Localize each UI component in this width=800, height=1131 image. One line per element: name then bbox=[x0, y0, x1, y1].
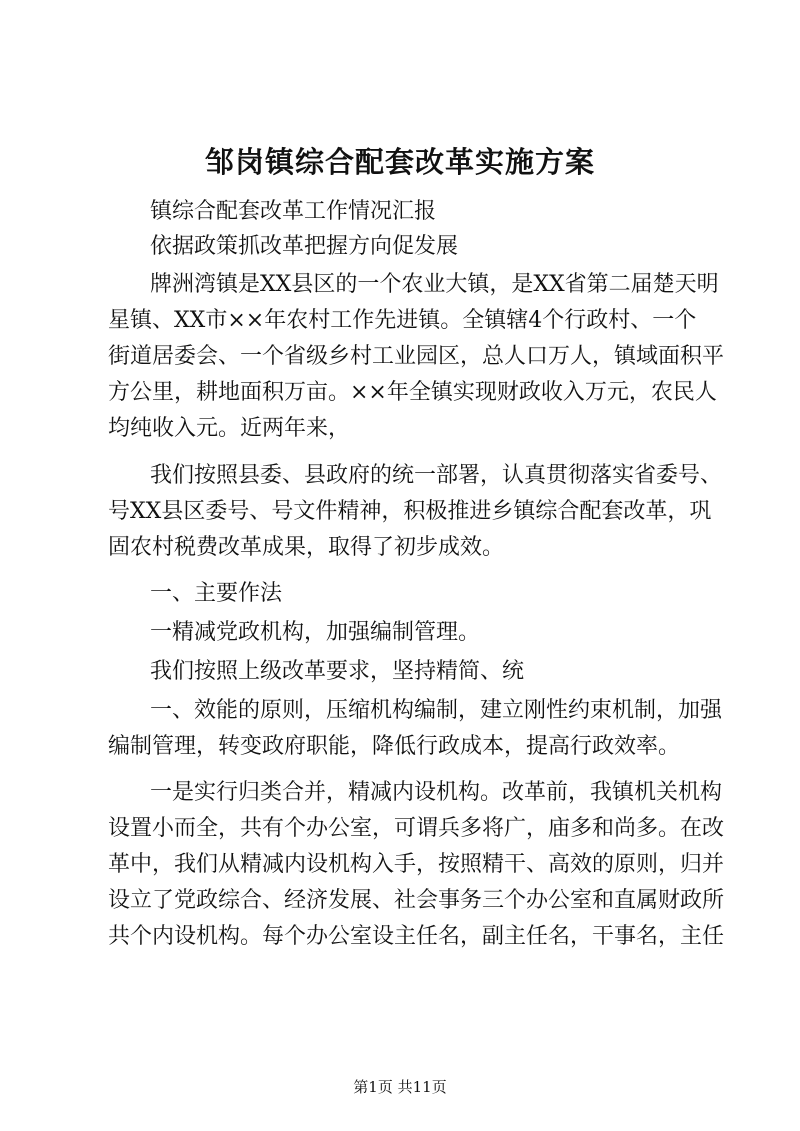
body-text-line: 牌洲湾镇是XX县区的一个农业大镇，是XX省第二届楚天明 bbox=[150, 272, 719, 297]
body-text-line: 共个内设机构。每个办公室设主任名，副主任名，干事名，主任 bbox=[108, 924, 725, 949]
body-text-line: 革中，我们从精减内设机构入手，按照精干、高效的原则，归并 bbox=[108, 852, 725, 877]
document-title: 邹岗镇综合配套改革实施方案 bbox=[204, 145, 595, 179]
page-number-footer: 第1页 共11页 bbox=[353, 1078, 447, 1096]
body-text-line: 街道居委会、一个省级乡村工业园区，总人口万人，镇域面积平 bbox=[108, 344, 725, 369]
subsection-heading: 一精减党政机构，加强编制管理。 bbox=[150, 620, 481, 645]
body-text-line: 一是实行归类合并，精减内设机构。改革前，我镇机关机构 bbox=[150, 780, 723, 805]
body-text-line: 我们按照县委、县政府的统一部署，认真贯彻落实省委号、 bbox=[150, 463, 723, 488]
body-text-line: 我们按照上级改革要求，坚持精简、统 bbox=[150, 659, 525, 684]
section-heading: 一、主要作法 bbox=[150, 581, 283, 606]
subtitle-line: 依据政策抓改革把握方向促发展 bbox=[150, 234, 459, 259]
body-text-line: 固农村税费改革成果，取得了初步成效。 bbox=[108, 535, 505, 560]
body-text-line: 方公里，耕地面积万亩。××年全镇实现财政收入万元，农民人 bbox=[108, 380, 717, 405]
body-text-line: 号XX县区委号、号文件精神，积极推进乡镇综合配套改革，巩 bbox=[108, 499, 712, 524]
body-text-line: 设立了党政综合、经济发展、社会事务三个办公室和直属财政所 bbox=[108, 888, 725, 913]
body-text-line: 编制管理，转变政府职能，降低行政成本，提高行政效率。 bbox=[108, 734, 681, 759]
body-text-line: 星镇、XX市××年农村工作先进镇。全镇辖4个行政村、一个 bbox=[108, 308, 697, 333]
body-text-line: 一、效能的原则，压缩机构编制，建立刚性约束机制，加强 bbox=[150, 698, 723, 723]
subtitle-line: 镇综合配套改革工作情况汇报 bbox=[150, 199, 437, 224]
body-text-line: 均纯收入元。近两年来， bbox=[108, 416, 351, 441]
body-text-line: 设置小而全，共有个办公室，可谓兵多将广，庙多和尚多。在改 bbox=[108, 816, 725, 841]
